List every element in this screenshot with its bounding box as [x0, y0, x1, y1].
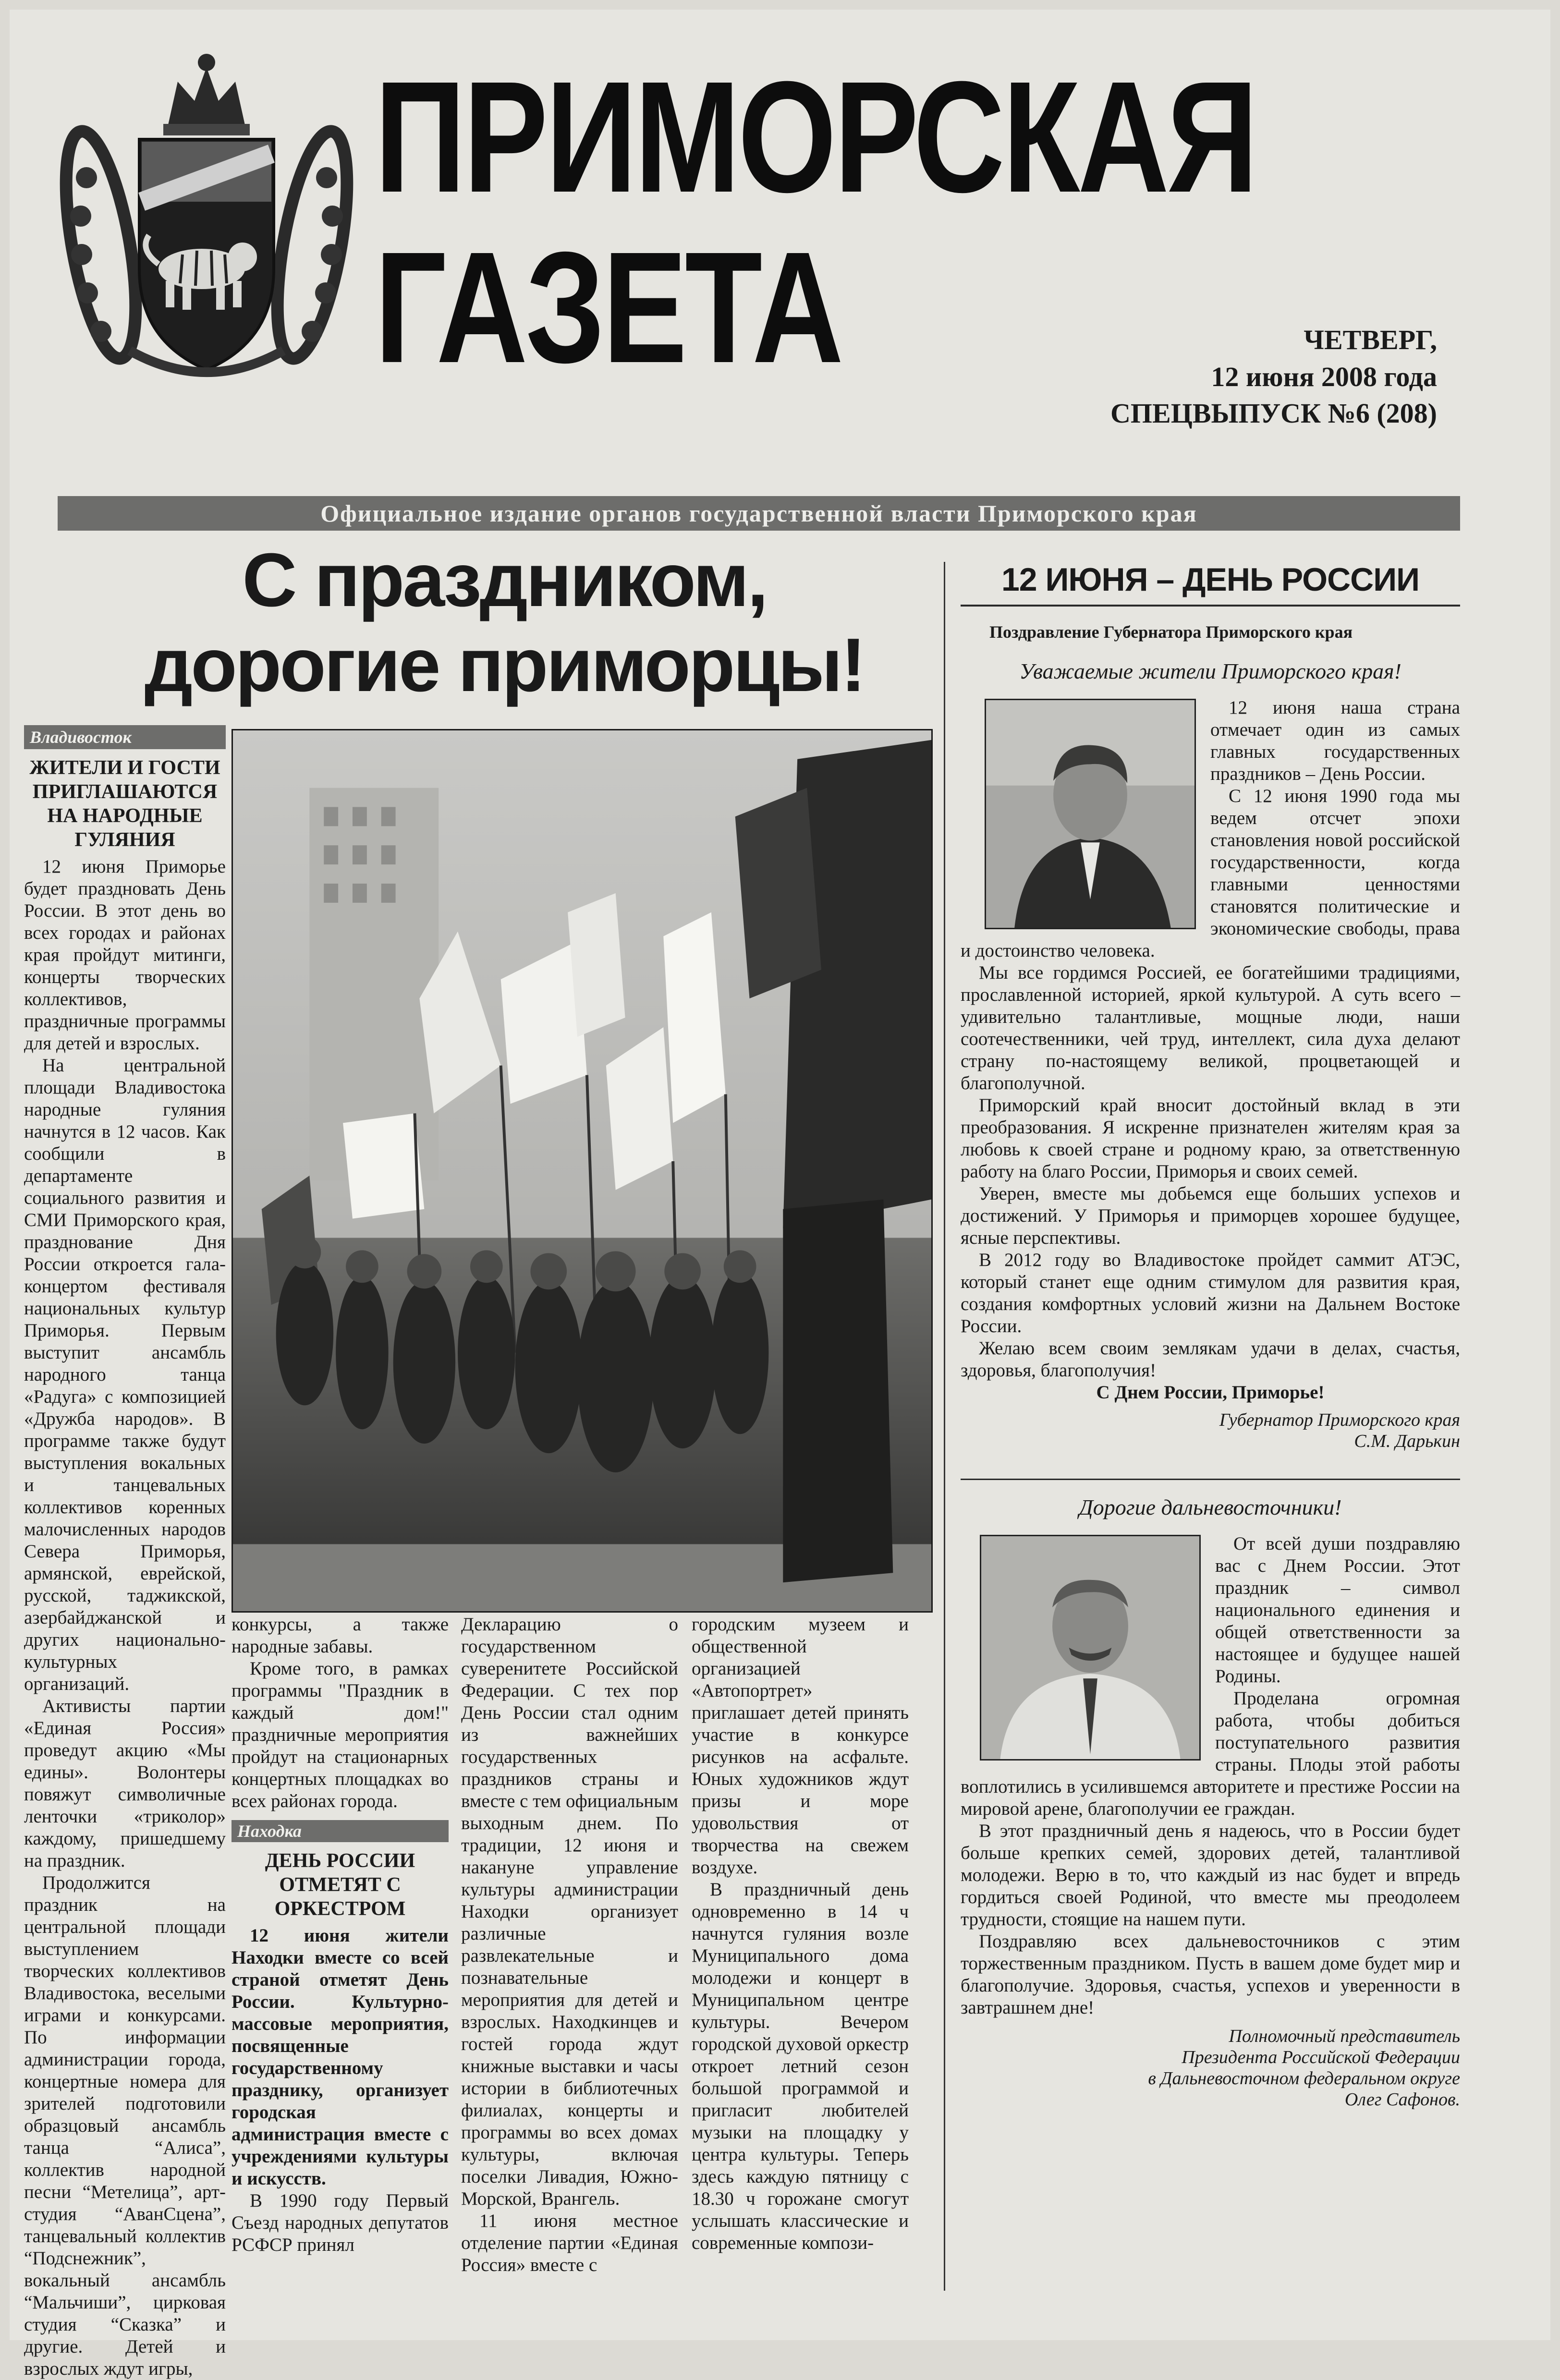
- nakhodka-lead: 12 июня жители Находки вместе со всей страной отметят День России. Культурно-массовые мероприятия, посвященные государственному празднику, организует городская администрация вместе с учреждениями культуры и искусств.: [232, 1925, 449, 2189]
- article-paragraph: 11 июня местное отделение партии «Единая Россия» вместе с: [461, 2210, 678, 2275]
- nakhodka-article: [232, 1820, 449, 2256]
- main-headline: [77, 538, 932, 708]
- governor-paragraph: Приморский край вносит достойный вклад в эти преобразования. Я искренне признателен жителям края за любовь к своей стране и родному краю, за ответственную работу на благо России, Приморья и своих семей.: [961, 1094, 1460, 1182]
- nakhodka-column-2: [461, 1614, 678, 2276]
- issue-number: СПЕЦВЫПУСК №6 (208): [1110, 398, 1437, 429]
- vladivostok-article: [24, 725, 226, 2380]
- masthead-title-line2: ГАЗЕТА: [375, 219, 841, 396]
- article-paragraph: В 1990 году Первый Съезд народных депутатов РСФСР принял: [232, 2190, 449, 2255]
- article-paragraph: На центральной площади Владивостока народные гуляния начнутся в 12 часов. Как сообщили в департаменте социального развития и СМИ Приморского края, празднование Дня России откроется гала-концертом фестиваля национальных культур Приморья. Первым выступит ансамбль народного танца «Радуга» с композицией «Дружба народов». В программе также будут выступления вокальных и танцевальных коллективов коренных малочисленных народов Севера Приморья, армянской, еврейской, русской, таджикской, азербайджанской и других национально-культурных организаций.: [24, 1055, 226, 1694]
- article-paragraph: городским музеем и общественной организацией «Автопортрет» приглашает детей принять участие в конкурсе рисунков на асфальте. Юных художников ждут призы и море удовольствия от творчества на свежем воздухе.: [692, 1614, 909, 1878]
- rally-photo: [232, 729, 933, 1613]
- governor-paragraph: Уверен, вместе мы добьемся еще больших успехов и достижений. У Приморья и приморцев хорошее будущее, ясные перспективы.: [961, 1183, 1460, 1248]
- masthead-title-line1: ПРИМОРСКАЯ: [375, 48, 1256, 225]
- envoy-signature-line: Полномочный представитель: [1229, 2026, 1460, 2046]
- envoy-paragraph: Поздравляю всех дальневосточников с этим торжественным праздником. Пусть в вашем доме будет мир и благополучие. Здоровья, счастья, успехов и уверенности в завтрашнем дне!: [961, 1931, 1460, 2018]
- greetings-column: [961, 562, 1460, 2110]
- article-paragraph: Продолжится праздник на центральной площади выступлением творческих коллективов Владивостока, веселыми играми и конкурсами. По информации администрации города, концертные номера для зрителей подготовили образцовый ансамбль танца “Алиса”, коллектив народной песни “Метелица”, арт-студия “АванСцена”, танцевальный коллектив “Подснежник”, вокальный ансамбль “Мальчиши”, цирковая студия “Сказка” и другие. Детей и взрослых ждут игры,: [24, 1872, 226, 2379]
- envoy-portrait: [980, 1535, 1201, 1761]
- envoy-paragraph: Проделана огромная работа, чтобы добиться поступательного развития страны. Плоды этой работы воплотились в усилившемся авторитете и престиже России на мировой арене, благополучии ее граждан.: [961, 1688, 1460, 1819]
- article-paragraph: В праздничный день одновременно в 14 ч начнутся гуляния возле Муниципального дома молодежи и концерт в Муниципальном центре культуры. Вечером городской духовой оркестр откроет летний сезон большой программой и пригласит любителей музыки на площадку у центра культуры. Теперь здесь каждую пятницу с 18.30 ч горожане смогут услышать классические и современные компози-: [692, 1879, 909, 2253]
- coat-of-arms-icon: [58, 43, 355, 389]
- governor-signature: [961, 1409, 1460, 1452]
- governor-portrait: [985, 699, 1196, 929]
- nakhodka-column-3: [692, 1614, 909, 2254]
- rubric-nakhodka: Находка: [232, 1820, 449, 1842]
- article-paragraph: Активисты партии «Единая Россия» проведут акцию «Мы едины». Волонтеры повяжут символичные ленточки «триколор» каждому, пришедшему на праздник.: [24, 1696, 226, 1871]
- envoy-paragraph: В этот праздничный день я надеюсь, что в России будет больше крепких семей, здорових детей, талантливой молодежи. Верю в то, что каждый из нас будет и впредь гордиться своей Родиной, что вместе мы преодолеем трудности, стоящие на нашем пути.: [961, 1820, 1460, 1930]
- issue-date: 12 июня 2008 года: [1211, 361, 1437, 392]
- vladivostok-title: ЖИТЕЛИ И ГОСТИ ПРИГЛАШАЮТСЯ НА НАРОДНЫЕ ГУЛЯНИЯ: [29, 757, 220, 851]
- column-divider: [944, 562, 945, 2291]
- governor-paragraph: Мы все гордимся Россией, ее богатейшими традициями, прославленной историей, яркой культурой. А суть всего – удивительно талантливые, мощные люди, наши соотечественники, чей труд, интеллект, сила духа делают страну по-настоящему великой, процветающей и благополучной.: [961, 962, 1460, 1093]
- article-paragraph: 12 июня Приморье будет праздновать День России. В этот день во всех городах и районах края пройдут митинги, концерты творческих коллективов, праздничные программы для детей и взрослых.: [24, 856, 226, 1054]
- issue-info: [1110, 322, 1437, 432]
- envoy-signature-line: в Дальневосточном федеральном округе: [1148, 2068, 1460, 2089]
- governor-subtitle: Поздравление Губернатора Приморского края: [989, 622, 1353, 642]
- masthead-tagline: Официальное издание органов государственной власти Приморского края: [58, 496, 1460, 531]
- headline-line1: С праздником,: [242, 538, 767, 622]
- envoy-paragraph: От всей души поздравляю вас с Днем России. Этот праздник – символ национального единения и общей ответственности за настоящее и будущее нашей Родины.: [1215, 1533, 1460, 1687]
- governor-closing: С Днем России, Приморье!: [1096, 1382, 1325, 1403]
- envoy-signature-line: Олег Сафонов.: [1344, 2089, 1460, 2110]
- nakhodka-title: ДЕНЬ РОССИИ ОТМЕТЯТ С ОРКЕСТРОМ: [265, 1850, 415, 1920]
- governor-greeting: Уважаемые жители Приморского края!: [1019, 658, 1402, 683]
- governor-paragraph: В 2012 году во Владивостоке пройдет саммит АТЭС, который станет еще одним стимулом для развития края, создания комфортных условий жизни на Дальнем Востоке России.: [961, 1249, 1460, 1336]
- section-title: 12 ИЮНЯ – ДЕНЬ РОССИИ: [961, 562, 1460, 607]
- governor-paragraph: 12 июня наша страна отмечает один из самых главных государственных праздников – День России.: [1210, 697, 1460, 784]
- vladivostok-continuation: [232, 1614, 449, 1812]
- headline-line2: дорогие приморцы!: [144, 622, 865, 707]
- section-divider: [961, 1479, 1460, 1480]
- envoy-signature-line: Президента Российской Федерации: [1182, 2047, 1460, 2067]
- governor-signature-name: С.М. Дарькин: [1354, 1431, 1460, 1451]
- envoy-greeting: Дорогие дальневосточники!: [1079, 1494, 1342, 1519]
- issue-weekday: ЧЕТВЕРГ,: [1304, 324, 1437, 355]
- governor-paragraph: С 12 июня 1990 года мы ведем отсчет эпохи становления новой российской государственности, когда главными ценностями становятся политические и экономические свободы, права и достоинство человека.: [961, 785, 1460, 961]
- article-paragraph: конкурсы, а также народные забавы.: [232, 1614, 449, 1657]
- envoy-signature: [961, 2026, 1460, 2110]
- article-paragraph: Декларацию о государственном суверенитете Российской Федерации. С тех пор День России стал одним из важнейших государственных праздников страны и вместе с тем официальным выходным днем. По традиции, 12 июня и накануне управление культуры администрации Находки организует различные развлекательные и познавательные мероприятия для детей и взрослых. Находкинцев и гостей города ждут книжные выставки и часы истории в библиотечных филиалах, концерты и программы во всех домах культуры, включая поселки Ливадия, Южно-Морской, Врангель.: [461, 1614, 679, 2209]
- governor-paragraph: Желаю всем своим землякам удачи в делах, счастья, здоровья, благополучия!: [961, 1337, 1460, 1381]
- governor-signature-title: Губернатор Приморского края: [1219, 1409, 1460, 1430]
- rubric-vladivostok: Владивосток: [24, 725, 226, 749]
- newspaper-page: [10, 10, 1550, 2379]
- article-paragraph: Кроме того, в рамках программы "Праздник в каждый дом!" праздничные мероприятия пройдут на стационарных концертных площадках во всех районах города.: [232, 1658, 449, 1811]
